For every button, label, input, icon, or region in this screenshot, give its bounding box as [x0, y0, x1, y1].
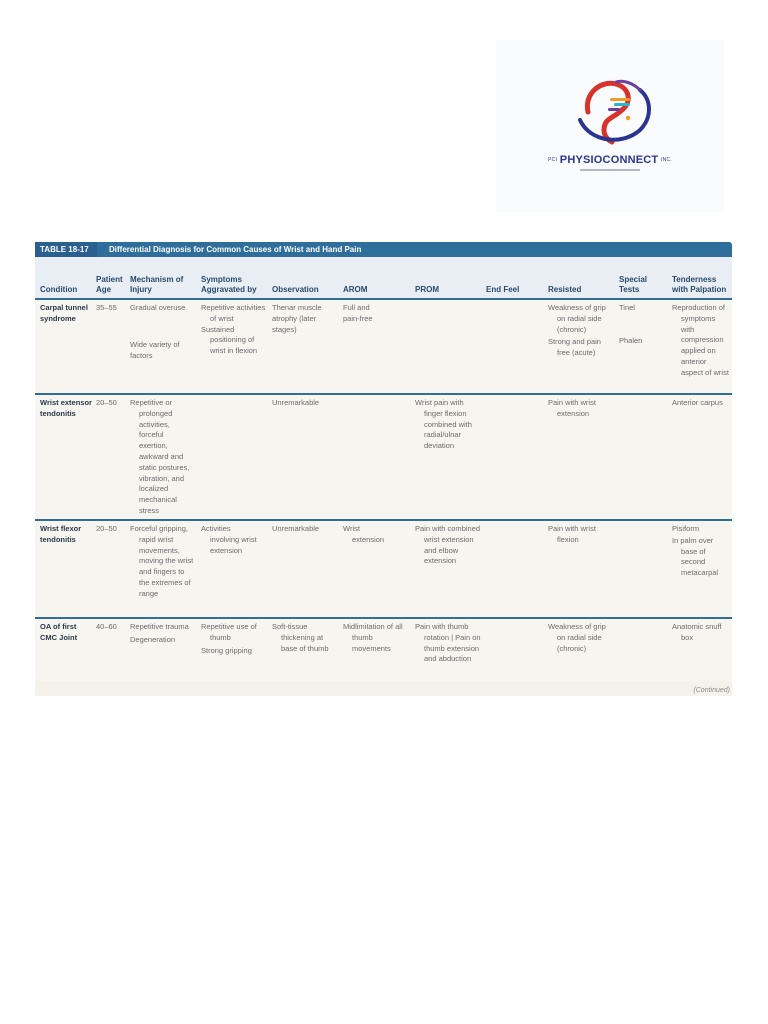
mechanism-item: Gradual overuse	[130, 303, 186, 312]
cell-condition: Wrist extensor tendonitis	[40, 398, 92, 418]
physioconnect-logo-icon	[570, 68, 654, 152]
mechanism-item: Repetitive trauma	[130, 622, 189, 631]
arom-item: Midlimitation of all thumb movements	[343, 622, 403, 653]
col-header-tenderness: Tenderness with Palpation	[672, 275, 727, 294]
table-header-row	[35, 257, 732, 300]
table-title-bar	[35, 242, 732, 257]
physioconnect-logo	[496, 40, 724, 212]
cell-mechanism	[130, 622, 190, 646]
cell-tenderness	[672, 524, 730, 579]
cell-age: 40–60	[96, 622, 117, 631]
logo-suffix: INC.	[661, 157, 672, 163]
cell-age: 35–55	[96, 303, 117, 312]
table-row	[35, 619, 732, 681]
cell-age: 20–50	[96, 398, 117, 407]
mechanism-item: Forceful gripping, rapid wrist movements, moving the wrist and fingers to the extremes of range	[130, 524, 194, 598]
symptom-item: Activities involving wrist extension	[201, 524, 257, 555]
table-row	[35, 300, 732, 395]
prom-item: Pain with combined wrist extension and elbow extension	[415, 524, 481, 566]
symptom-item: Repetitive use of thumb	[201, 622, 257, 642]
cell-tenderness	[672, 303, 730, 379]
cell-tenderness	[672, 622, 730, 644]
resisted-item: Strong and pain free (acute)	[548, 337, 601, 358]
cell-mechanism	[130, 398, 194, 517]
col-header-resisted: Resisted	[548, 285, 582, 294]
cell-condition: OA of first CMC Joint	[40, 622, 78, 642]
cell-tenderness	[672, 398, 723, 409]
resisted-item: Weakness of grip on radial side (chronic)	[548, 303, 606, 334]
table-number: TABLE 18-17	[35, 242, 97, 257]
logo-prefix: PCI	[548, 157, 558, 163]
cell-observation: Unremarkable	[272, 524, 320, 533]
tenderness-item: Anterior carpus	[672, 398, 723, 407]
resisted-item: Pain with wrist extension	[548, 398, 596, 418]
prom-item: Wrist pain with finger flexion combined with radial/ulnar deviation	[415, 398, 472, 451]
logo-wordmark	[496, 154, 724, 166]
special-test-item: Tinel	[619, 303, 635, 312]
table-row	[35, 395, 732, 521]
cell-condition: Carpal tunnel syndrome	[40, 303, 88, 323]
col-header-prom: PROM	[415, 285, 439, 294]
symptom-item: Sustained positioning of wrist in flexion	[201, 324, 258, 356]
cell-condition: Wrist flexor tendonitis	[40, 524, 82, 544]
cell-resisted	[548, 622, 606, 654]
tenderness-item: Reproduction of symptoms with compression applied on anterior aspect of wrist	[672, 303, 729, 377]
cell-symptoms	[201, 622, 267, 656]
mechanism-item: Repetitive or prolonged activities, forceful exertion, awkward and static postures, vibration, and localized mechanical stress	[130, 398, 190, 515]
logo-name: PHYSIOCONNECT	[559, 154, 659, 166]
tenderness-item: In palm over base of second metacarpal	[672, 535, 719, 578]
symptom-item: Strong gripping	[201, 645, 252, 655]
cell-mechanism	[130, 303, 185, 361]
differential-diagnosis-table	[35, 242, 732, 696]
mechanism-item: Degeneration	[130, 634, 176, 644]
cell-resisted	[548, 398, 612, 420]
continued-note: (Continued)	[693, 687, 730, 694]
resisted-item: Weakness of grip on radial side (chronic)	[548, 622, 606, 653]
cell-special-tests	[619, 303, 642, 347]
col-header-observation: Observation	[272, 285, 319, 294]
special-test-item: Phalen	[619, 335, 643, 345]
arom-item: Wrist extension	[343, 524, 385, 544]
cell-observation: Unremarkable	[272, 398, 320, 407]
prom-item: Pain with thumb rotation | Pain on thumb extension and abduction	[415, 622, 481, 664]
cell-age: 20–50	[96, 524, 117, 533]
col-header-symptoms: Symptoms Aggravated by	[201, 275, 257, 294]
cell-arom: Full and pain-free	[343, 303, 373, 323]
logo-tagline	[580, 169, 640, 171]
observation-item: Soft-tissue thickening at base of thumb	[272, 622, 329, 653]
col-header-end-feel: End Feel	[486, 285, 520, 294]
tenderness-item: Pisiform	[672, 524, 700, 533]
cell-mechanism	[130, 524, 196, 600]
cell-observation	[272, 622, 334, 654]
resisted-item: Pain with wrist flexion	[548, 524, 596, 544]
cell-resisted	[548, 524, 612, 546]
col-header-mechanism: Mechanism of Injury	[130, 275, 184, 294]
col-header-condition: Condition	[40, 285, 78, 294]
col-header-special-tests: Special Tests	[619, 275, 648, 294]
cell-arom	[343, 524, 391, 546]
cell-prom	[415, 524, 487, 567]
tenderness-item: Anatomic snuff box	[672, 622, 722, 642]
col-header-arom: AROM	[343, 285, 368, 294]
cell-arom	[343, 622, 407, 654]
symptom-item: Repetitive activities of wrist	[201, 303, 266, 323]
cell-resisted	[548, 303, 610, 359]
cell-symptoms	[201, 524, 261, 556]
cell-symptoms	[201, 303, 267, 357]
table-title: Differential Diagnosis for Common Causes of Wrist and Hand Pain	[109, 245, 362, 254]
cell-prom	[415, 622, 487, 665]
table-row	[35, 521, 732, 619]
col-header-age: Patient Age	[96, 275, 123, 294]
mechanism-item: Wide variety of factors	[130, 339, 180, 360]
cell-prom	[415, 398, 481, 452]
cell-observation: Thenar muscle atrophy (later stages)	[272, 303, 322, 334]
